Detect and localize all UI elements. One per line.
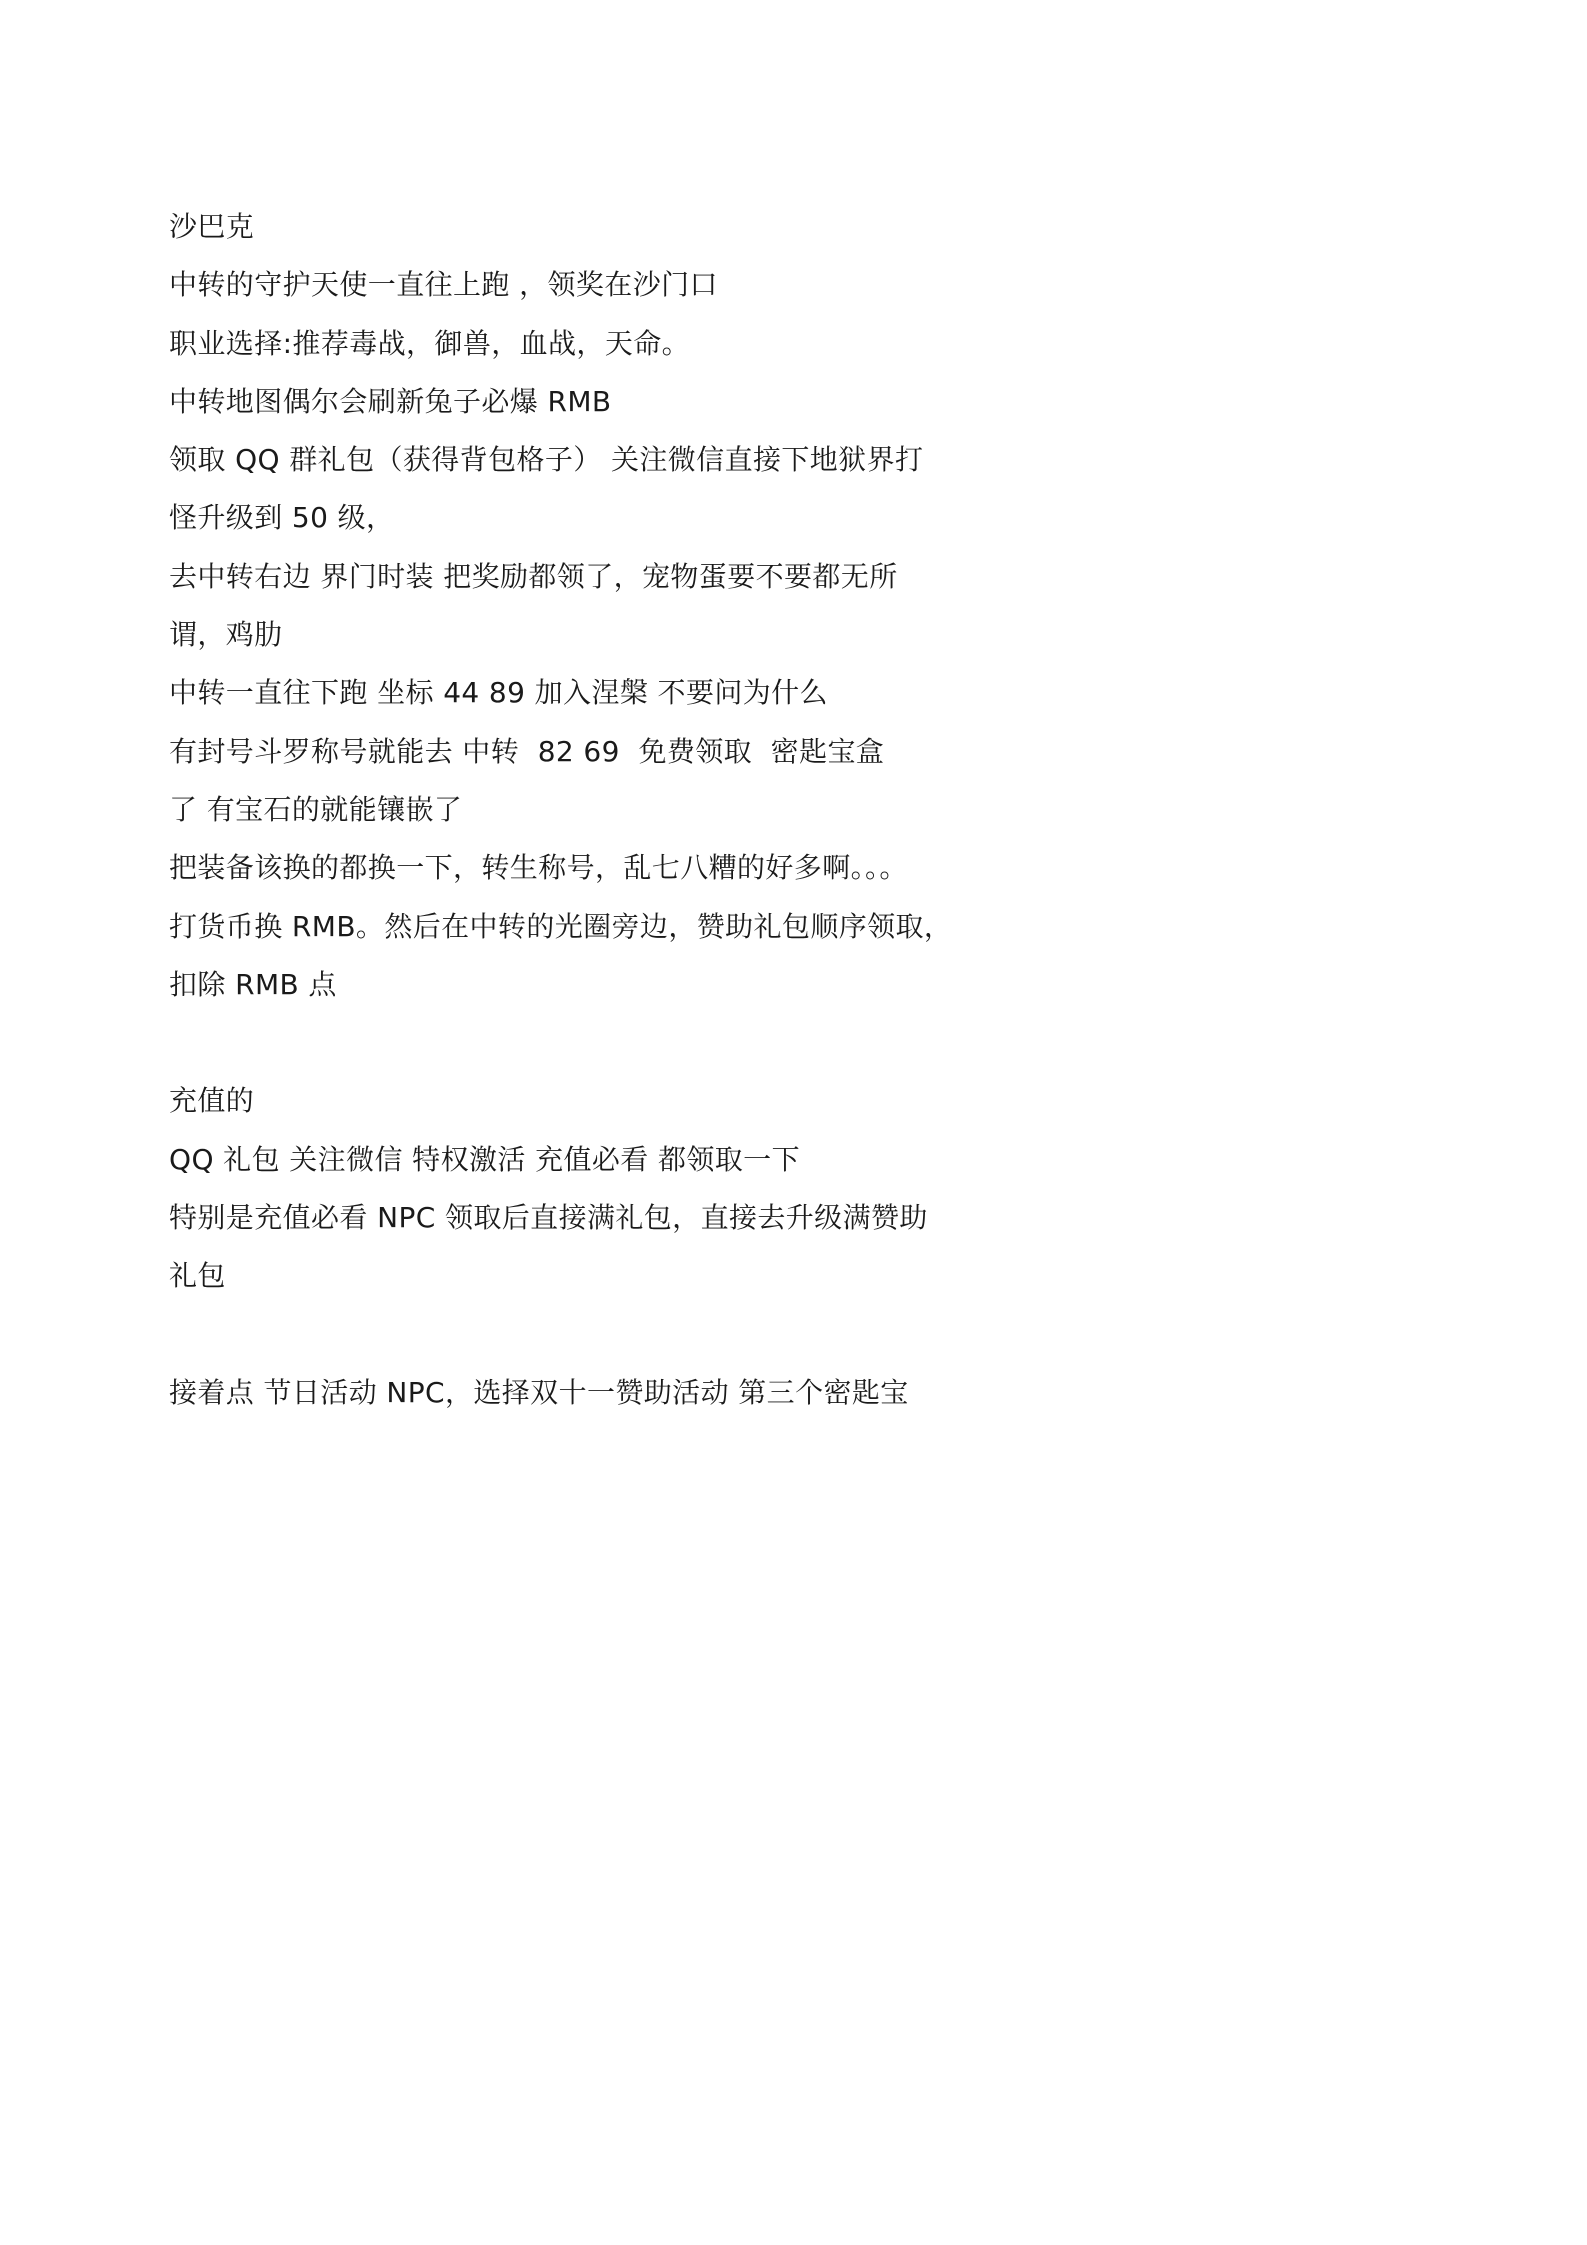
text-line: 扣除 RMB 点 <box>169 967 337 1001</box>
document-page <box>0 0 1100 1556</box>
heading-shabake: 沙巴克 <box>169 210 255 243</box>
text-line: 领取 QQ 群礼包（获得背包格子） 关注微信直接下地狱界打 <box>169 443 924 477</box>
text-line: 打货币换 RMB。然后在中转的光圈旁边，赞助礼包顺序领取， <box>169 909 953 943</box>
document-body <box>169 198 953 1422</box>
text-line: 去中转右边 界门时装 把奖励都领了，宠物蛋要不要都无所 <box>169 559 898 593</box>
text-line: 中转的守护天使一直往上跑 ，领奖在沙门口 <box>169 268 718 302</box>
text-line: 谓，鸡肋 <box>169 618 283 652</box>
blank-line <box>169 1014 949 1072</box>
text-line: 中转一直往下跑 坐标 44 89 加入涅槃 不要问为什么 <box>169 676 828 710</box>
text-line: 礼包 <box>169 1259 226 1293</box>
text-line: 中转地图偶尔会刷新兔子必爆 RMB <box>169 384 612 418</box>
text-line: 特别是充值必看 NPC 领取后直接满礼包，直接去升级满赞助 <box>169 1201 928 1235</box>
text-line: 了 有宝石的就能镶嵌了 <box>169 792 463 826</box>
blank-line <box>169 1306 949 1364</box>
text-line: 接着点 节日活动 NPC，选择双十一赞助活动 第三个密匙宝 <box>169 1375 909 1409</box>
text-line: 把装备该换的都换一下，转生称号，乱七八糟的好多啊。。。 <box>169 851 908 885</box>
text-line: 职业选择:推荐毒战，御兽，血战，天命。 <box>169 326 691 360</box>
heading-recharge: 充值的 <box>169 1084 255 1118</box>
text-line: 怪升级到 50 级， <box>169 501 395 535</box>
text-line: 有封号斗罗称号就能去 中转 82 69 免费领取 密匙宝盒 <box>169 734 885 768</box>
text-line: QQ 礼包 关注微信 特权激活 充值必看 都领取一下 <box>169 1142 800 1176</box>
